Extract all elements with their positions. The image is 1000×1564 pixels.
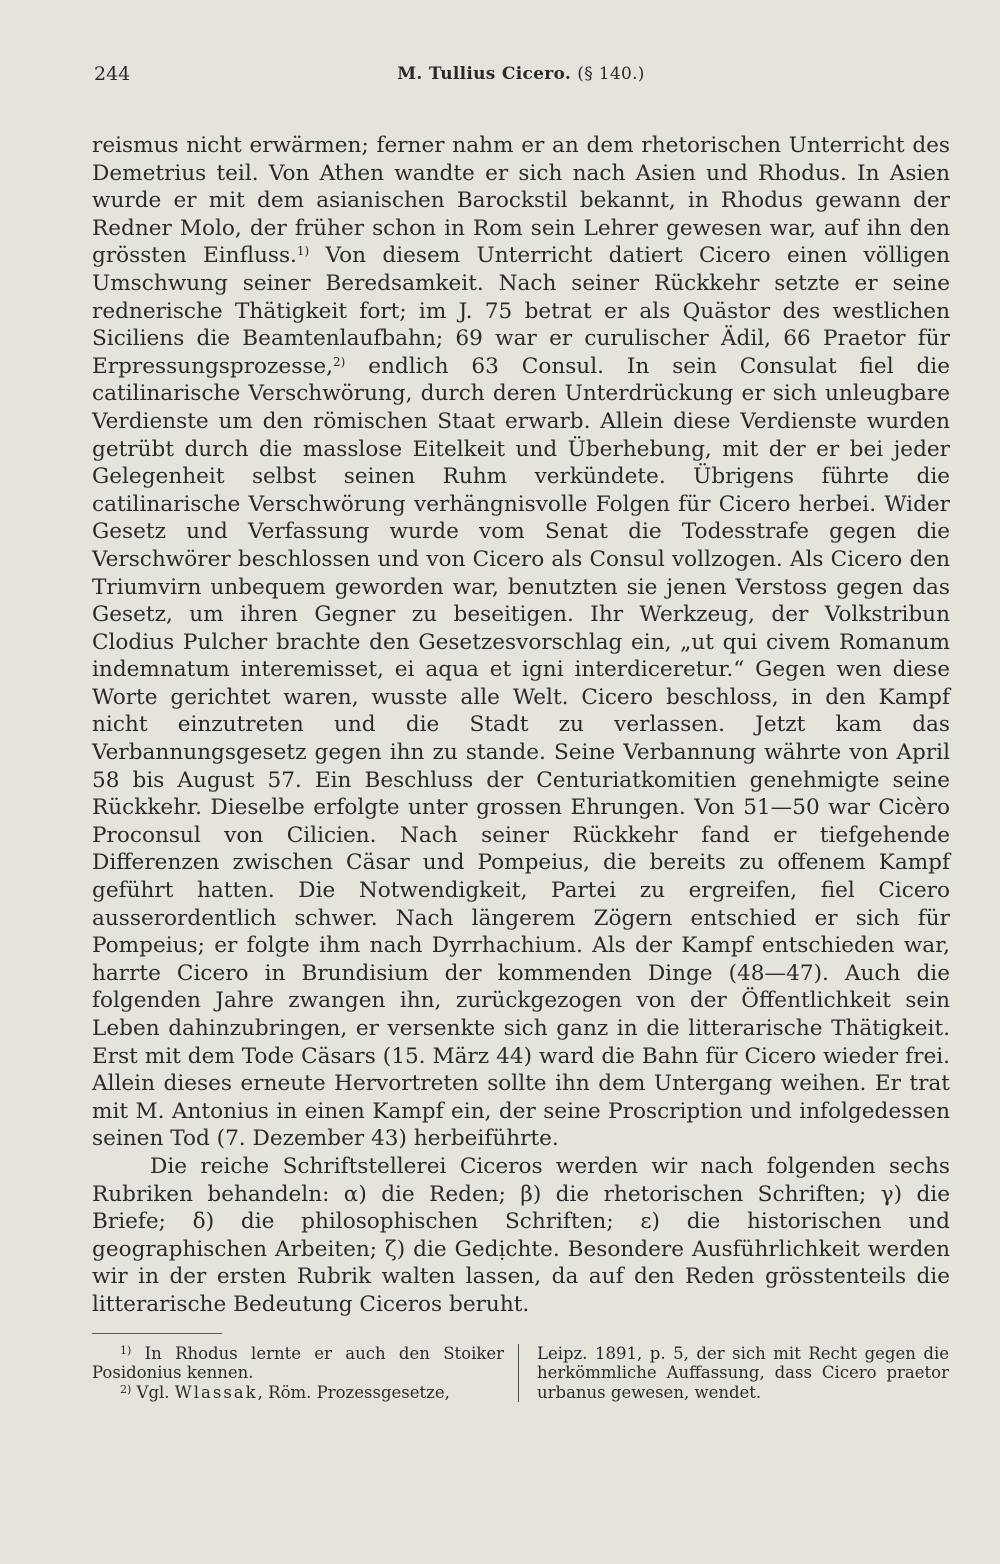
footnote-1 — [92, 1344, 504, 1383]
footnote-reference-2: 2) — [333, 354, 346, 369]
running-title: M. Tullius Cicero. — [397, 64, 572, 84]
page-number: 244 — [94, 63, 131, 85]
footnote-text: Vgl. — [131, 1382, 175, 1402]
paragraph-writings: Die reiche Schriftstellerei Ciceros werden wir nach folgenden sechs Rubriken behandeln: α) die Reden; β) die rhetorischen Schriften; γ) die Briefe; δ) die philosophischen Schriften; ε) die historischen und geographischen Arbeiten; ζ) die Gedịchte. Besondere Ausführlichkeit werden wir in der ersten Rubrik walten lassen, da auf den Reden grösstenteils die litterarische Bedeutung Ciceros beruht. — [92, 1153, 950, 1317]
footnote-column-right — [519, 1344, 949, 1403]
text-segment: reismus nicht erwärmen; ferner nahm er an dem rhetorischen Unterricht des Demetrius teil. Von Athen wandte er sich nach Asien und Rhodus. In Asien wurde er mit dem asianischen Barockstil bekannt, in Rhodus gewann der Redner Molo, der früher schon in Rom sein Lehrer gewesen war, auf ihn den grössten Einfluss. — [92, 133, 950, 269]
section-reference: (§ 140.) — [577, 64, 645, 84]
text-segment: Von diesem Unterricht datiert Cicero einen völligen Umschwung seiner Beredsamkeit. Nach seiner Rückkehr setzte er seine rednerische Thätigkeit fort; im J. 75 betrat er als Quästor des westlichen Siciliens die Beamtenlaufbahn; 69 war er curulischer Ädil, 66 Praetor für Erpressungsprozesse, — [92, 243, 950, 379]
footnote-text: In Rhodus lernte er auch den Stoiker Posidonius kennen. — [92, 1343, 504, 1383]
text-segment: endlich 63 Consul. In sein Consulat fiel die catilinarische Verschwörung, durch deren Unterdrückung er sich unleugbare Verdienste um den römischen Staat erwarb. Allein diese Verdienste wurden getrübt durch die masslose Eitelkeit und Überhebung, mit der er bei jeder Gelegenheit selbst seinen Ruhm verkündete. Übrigens führte die catilinarische Verschwörung verhängnisvolle Folgen für Cicero herbei. Wider Gesetz und Verfassung wurde vom Senat die Todesstrafe gegen die Verschwörer beschlossen und von Cicero als Consul vollzogen. Als Cicero den Triumvirn unbequem geworden war, benutzten sie jenen Verstoss gegen das Gesetz, um ihren Gegner zu beseitigen. Ihr Werkzeug, der Volkstribun Clodius Pulcher brachte den Gesetzesvorschlag ein, „ut qui civem Romanum indemnatum interemisset, ei aqua et igni interdiceretur.“ Gegen wen diese Worte gerichtet waren, wusste alle Welt. Cicero beschloss, in den Kampf nicht einzutreten und die Stadt zu verlassen. Jetzt kam das Verbannungsgesetz gegen ihn zu stande. Seine Verbannung währte von April 58 bis August 57. Ein Beschluss der Centuriatkomitien genehmigte seine Rückkehr. Dieselbe erfolgte unter grossen Ehrungen. Von 51—50 war Cicèro Proconsul von Cilicien. Nach seiner Rückkehr fand er tiefgehende Differenzen zwischen Cäsar und Pompeius, die bereits zu offenem Kampf geführt hatten. Die Notwendigkeit, Partei zu ergreifen, fiel Cicero ausserordentlich schwer. Nach längerem Zögern entschied er sich für Pompeius; er folgte ihm nach Dyrrhachium. Als der Kampf entschieden war, harrte Cicero in Brundisium der kommenden Dinge (48—47). Auch die folgenden Jahre zwangen ihn, zurückgezogen von der Öffentlichkeit sein Leben dahinzubringen, er versenkte sich ganz in die litterarische Thätigkeit. Erst mit dem Tode Cäsars (15. März 44) ward die Bahn für Cicero wieder frei. Allein dieses erneute Hervortreten sollte ihn dem Untergang weihen. Er trat mit M. Antonius in einen Kampf ein, der seine Proscription und infolgedessen seinen Tod (7. Dezember 43) herbeiführte. — [92, 353, 950, 1152]
page-header — [92, 60, 950, 88]
running-head — [92, 60, 950, 88]
footnote-column-left — [92, 1344, 519, 1403]
footnote-author: Wlassak — [174, 1382, 258, 1402]
footnote-divider — [92, 1333, 222, 1334]
footnote-mark: 1) — [120, 1343, 132, 1357]
paragraph-biography — [92, 132, 950, 1153]
footnote-reference-1: 1) — [296, 244, 310, 259]
footnote-2 — [92, 1383, 504, 1403]
main-text — [92, 132, 950, 1319]
footnotes — [92, 1344, 950, 1403]
footnote-mark: 2) — [120, 1382, 132, 1396]
footnote-2-continuation: Leipz. 1891, p. 5, der sich mit Recht gegen die herkömmliche Auffassung, dass Cicero praetor urbanus gewesen, wendet. — [537, 1343, 949, 1402]
footnote-text: , Röm. Prozessgesetze, — [257, 1382, 450, 1402]
